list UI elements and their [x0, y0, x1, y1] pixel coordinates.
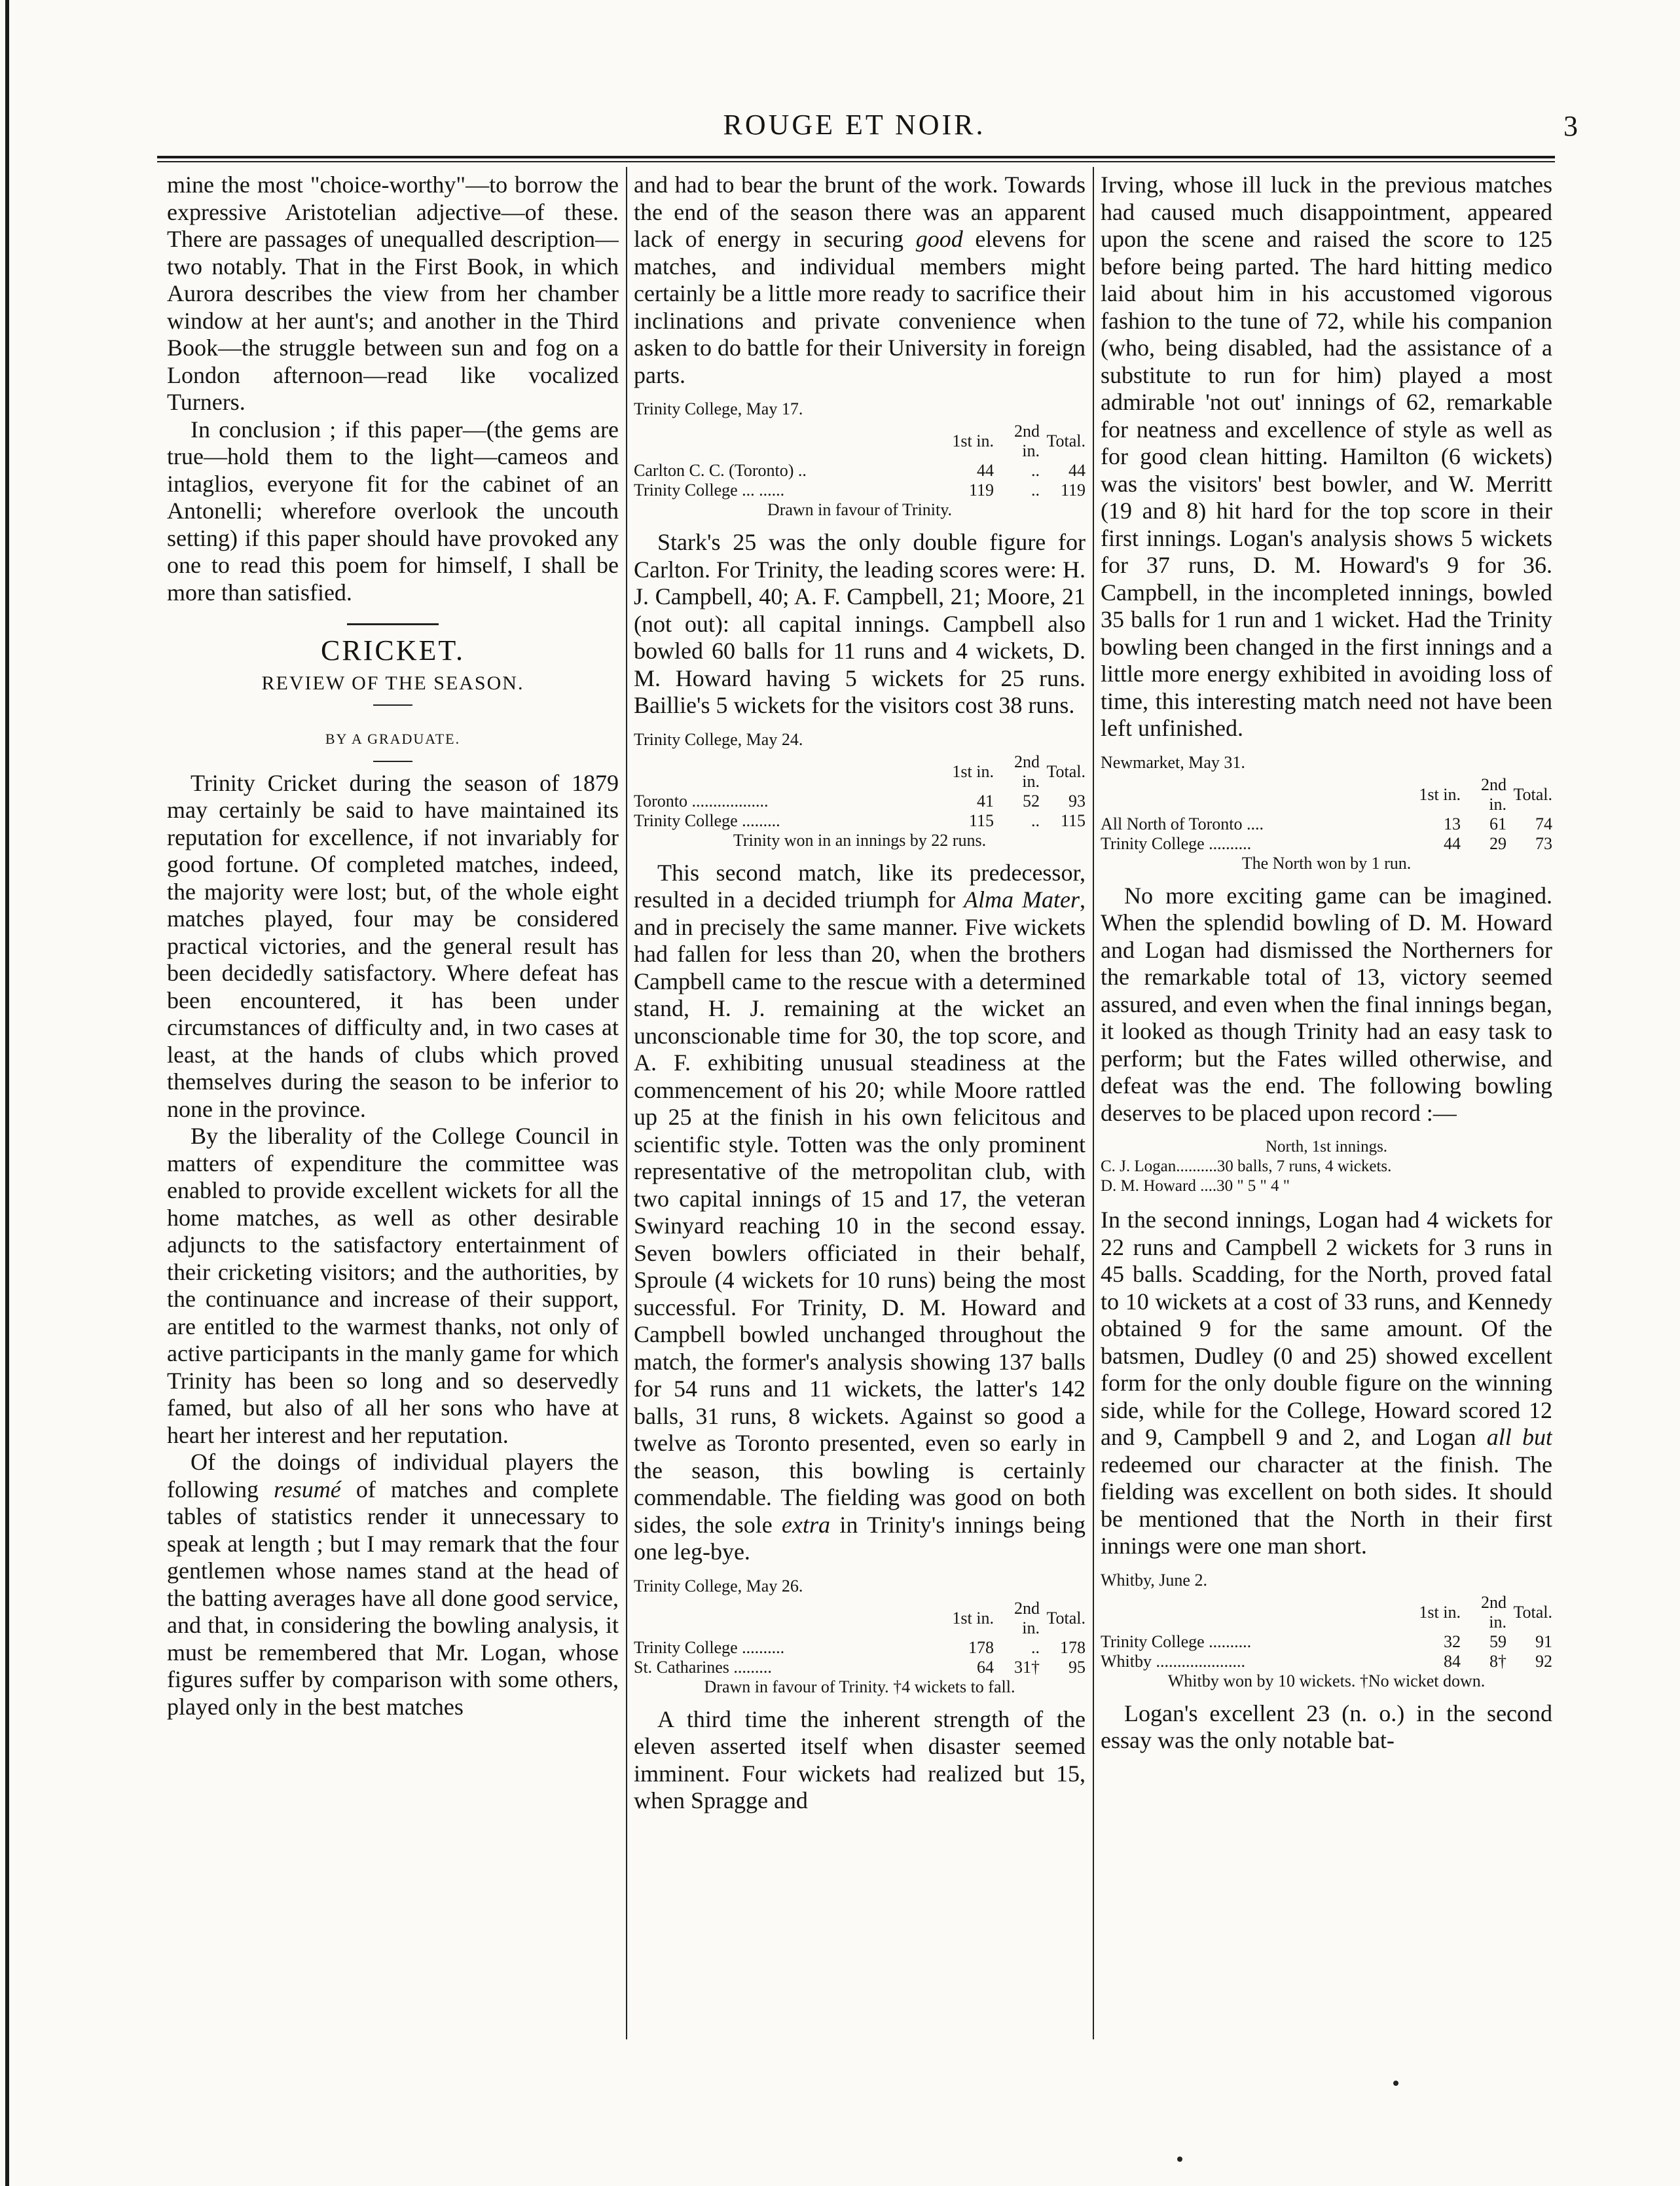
team-name: Trinity College ......... [634, 811, 780, 830]
scorecard [1101, 753, 1552, 873]
table-row [634, 1638, 1086, 1658]
score-cell: 91 [1535, 1631, 1552, 1651]
section-subheading: REVIEW OF THE SEASON. [261, 672, 524, 694]
column-header: 1st in. [1419, 1602, 1461, 1622]
score-cell: 115 [1060, 811, 1086, 830]
scorecard-venue: Newmarket, May 31. [1101, 752, 1245, 772]
score-cell: 44 [1444, 833, 1461, 853]
scorecard-table [1101, 1593, 1552, 1671]
column-right [1101, 172, 1552, 2031]
score-cell: 178 [968, 1637, 994, 1657]
team-name: Whitby ..................... [1101, 1651, 1245, 1671]
text-run: in Trinity's innings being one leg-bye. [634, 1511, 1086, 1565]
paragraph [634, 172, 1086, 389]
header-double-rule [157, 156, 1555, 162]
table-row [1101, 1652, 1552, 1671]
score-cell: .. [1031, 461, 1040, 480]
column-header: Total. [1046, 1608, 1086, 1628]
paragraph: In conclusion ; if this paper—(the gems are true—hold them to the light—cameos and intaglios, everyone fit for the cabinet of an Antonelli; wherefore overlook the uncouth setting) if this paper should have provoked any one to read this poem for himself, I shall be more than satisfied. [167, 416, 619, 606]
scorecard [1101, 1571, 1552, 1691]
table-header-row [1101, 775, 1552, 814]
column-header: Total. [1046, 431, 1086, 450]
scorecard [634, 1576, 1086, 1697]
column-middle [634, 172, 1086, 2031]
bowling-row: C. J. Logan..........30 balls, 7 runs, 4 wickets. [1101, 1157, 1392, 1175]
score-cell: 41 [977, 791, 994, 811]
paragraph: Irving, whose ill luck in the previous matches had caused much disappointment, appeared upon the scene and raised the score to 125 before being parted. The hard hitting medico laid about him in his accustomed vigorous fashion to the tune of 72, while his companion (who, being disabled, had the assistance of a substitute to run for him) played a most admirable 'not out' innings of 62, remarkable for neatness and excellence of style as well as for good clean hitting. Hamilton (6 wickets) was the visitors' best bowler, and W. Merritt (19 and 8) hit hard for the top score in their first innings. Logan's analysis shows 5 wickets for 37 runs, D. M. Howard's 9 for 36. Campbell, in the incompleted innings, bowled 35 balls for 1 run and 1 wicket. Had the Trinity bowling been changed in the first innings and a little more energy exhibited in avoiding loss of time, this interesting match need not have been left unfinished. [1101, 172, 1552, 741]
paragraph: No more exciting game can be imagined. When the splendid bowling of D. M. Howard and Logan had dismissed the Northerners for the remarkable total of 13, victory seemed assured, and even when the final innings began, it looked as though Trinity had an easy task to perform; but the Fates willed otherwise, and defeat was the end. The following bowling deserves to be placed upon record :— [1101, 882, 1552, 1126]
paragraph [1101, 1207, 1552, 1560]
paragraph: Trinity Cricket during the season of 1879 may certainly be said to have maintained its reputation for excellence, if not invariably for good fortune. Of completed matches, indeed, the majority were lost; but, of the whole eight matches played, four may be considered practical victories, and the general result has been decidedly satisfactory. Where defeat has been encountered, it has been under circumstances of difficulty and, in two cases at least, at the hands of clubs which proved themselves during the season to be inferior to none in the province. [167, 769, 619, 1122]
team-name: Trinity College .......... [1101, 1631, 1252, 1651]
score-cell: 115 [968, 811, 994, 830]
scorecard-table [634, 422, 1086, 500]
italic-text: resumé [274, 1476, 341, 1503]
score-cell: .. [1031, 1637, 1040, 1657]
table-header-row [1101, 1593, 1552, 1632]
score-cell: 59 [1489, 1631, 1507, 1651]
paragraph: Stark's 25 was the only double figure for Carlton. For Trinity, the leading scores were: H. J. Campbell, 40; A. F. Campbell, 21; Moore, 21 (not out): all capital innings. Campbell also bowled 60 balls for 11 runs and 4 wickets, D. M. Howard having 5 wickets for 25 runs. Baillie's 5 wickets for the visitors cost 38 runs. [634, 529, 1086, 718]
team-name: Trinity College .......... [634, 1637, 785, 1657]
column-header: Total. [1513, 784, 1552, 804]
team-name: All North of Toronto .... [1101, 814, 1264, 833]
table-row [634, 811, 1086, 831]
text-run: and had to bear the brunt of the work. Towards the end of the season there was an apparent lack of energy in securing [634, 172, 1086, 252]
score-cell: .. [1031, 481, 1040, 500]
score-cell: 119 [968, 481, 994, 500]
table-row [634, 792, 1086, 811]
text-run: Of the doings of individual players the following [167, 1449, 619, 1503]
paragraph: A third time the inherent strength of the eleven asserted itself when disaster seemed imminent. Four wickets had realized but 15, when Spragge and [634, 1705, 1086, 1813]
scorecard-venue: Trinity College, May 17. [634, 399, 803, 418]
column-header: 2nd in. [1014, 422, 1040, 460]
short-rule [373, 761, 412, 762]
score-cell: 93 [1068, 791, 1086, 811]
table-row [1101, 814, 1552, 834]
table-row [634, 481, 1086, 500]
match-result: The North won by 1 run. [1241, 853, 1412, 873]
column-header: 2nd in. [1481, 774, 1507, 814]
scan-margin-rule [5, 0, 9, 2186]
scorecard-venue: Trinity College, May 26. [634, 1576, 803, 1595]
bowling-record [1101, 1137, 1552, 1196]
team-name: Carlton C. C. (Toronto) .. [634, 461, 807, 480]
team-name: Trinity College .......... [1101, 833, 1252, 853]
score-cell: 178 [1060, 1637, 1086, 1657]
team-name: Toronto .................. [634, 791, 769, 811]
page-header [157, 108, 1578, 154]
byline: BY A GRADUATE. [325, 731, 461, 747]
score-cell: 73 [1535, 833, 1552, 853]
table-row [634, 461, 1086, 481]
score-cell: 95 [1068, 1657, 1086, 1677]
text-run: In the second innings, Logan had 4 wickets for 22 runs and Campbell 2 wickets for 3 runs in 45 balls. Scadding, for the North, proved fatal to 10 wickets at a cost of 33 runs, and Kennedy obtained 9 for the same amount. Of the batsmen, Dudley (0 and 25) showed excellent form for the only double figure on the winning side, while for the College, Howard scored 12 and 9, Campbell 9 and 2, and Logan [1101, 1207, 1552, 1450]
running-title: ROUGE ET NOIR. [723, 109, 986, 141]
score-cell: 52 [1023, 791, 1040, 811]
match-result: Drawn in favour of Trinity. [767, 500, 953, 519]
table-row [1101, 834, 1552, 854]
column-header: 1st in. [952, 1608, 994, 1628]
scorecard-venue: Trinity College, May 24. [634, 729, 803, 749]
italic-text: all but [1486, 1424, 1552, 1450]
score-cell: 64 [977, 1657, 994, 1677]
page-number: 3 [1563, 110, 1578, 142]
score-cell: 119 [1060, 481, 1086, 500]
bowling-record-title: North, 1st innings. [1265, 1138, 1388, 1156]
italic-text: Alma Mater [964, 886, 1080, 913]
score-cell: 32 [1444, 1631, 1461, 1651]
column-header: 2nd in. [1014, 1598, 1040, 1637]
column-header: 1st in. [1419, 784, 1461, 804]
paragraph: Logan's excellent 23 (n. o.) in the second essay was the only notable bat- [1101, 1700, 1552, 1753]
paragraph [167, 1449, 619, 1721]
scorecard [634, 730, 1086, 850]
score-cell: 74 [1535, 814, 1552, 833]
table-row [1101, 1632, 1552, 1652]
column-header: 2nd in. [1014, 752, 1040, 791]
column-header: 2nd in. [1481, 1592, 1507, 1631]
ink-speck [1177, 2157, 1182, 2162]
team-name: Trinity College ... ...... [634, 481, 785, 500]
section-ornament-rule [347, 623, 439, 625]
score-cell: .. [1031, 811, 1040, 830]
paragraph: mine the most "choice-worthy"—to borrow the expressive Aristotelian adjective—of these. There are passages of unequalled description—two notably. That in the First Book, in which Aurora describes the view from her chamber window at her aunt's; and another in the Third Book—the struggle between sun and fog on a London afternoon—read like vocalized Turners. [167, 172, 619, 415]
column-rule-1 [626, 167, 627, 2039]
column-left [167, 172, 619, 2031]
scorecard-table [1101, 775, 1552, 854]
italic-text: good [915, 226, 963, 252]
score-cell: 13 [1444, 814, 1461, 833]
match-result: Drawn in favour of Trinity. †4 wickets to fall. [704, 1677, 1015, 1696]
table-header-row [634, 422, 1086, 461]
match-result: Trinity won in an innings by 22 runs. [733, 830, 987, 850]
column-header: Total. [1513, 1602, 1552, 1622]
section-heading: CRICKET. [321, 634, 465, 666]
scorecard-table [634, 752, 1086, 831]
text-run: This second match, like its predecessor, resulted in a decided triumph for [634, 859, 1086, 913]
match-result: Whitby won by 10 wickets. †No wicket down. [1167, 1671, 1486, 1690]
table-header-row [634, 752, 1086, 792]
column-rule-2 [1093, 167, 1094, 2039]
text-run: , and in precisely the same manner. Five wickets had fallen for less than 20, when the brothers Campbell came to the rescue with a determined stand, H. J. remaining at the wicket an unconscionable time for 30, the top score, and A. F. exhibiting unusual steadiness at the commencement of his 20; while Moore rattled up 25 at the finish in his own felicitous and scientific style. Totten was the only prominent representative of the metropolitan club, with two capital innings of 15 and 17, the veteran Swinyard reaching 10 in the second essay. Seven bowlers officiated in their behalf, Sproule (4 wickets for 10 runs) being the most successful. For Trinity, D. M. Howard and Campbell bowled unchanged throughout the match, the former's analysis showing 137 balls for 54 runs and 11 wickets, the latter's 142 balls, 31 runs, 8 wickets. Against so good a twelve as Toronto presented, even so early in the season, this bowling is certainly commendable. The fielding was good on both sides, the sole [634, 886, 1086, 1538]
text-run: of matches and complete tables of statistics render it unnecessary to speak at length ; but I may remark that the four gentlemen whose names stand at the head of the batting averages have all done good service, and that, in considering the bowling analysis, it must be remembered that Mr. Logan, whose figures suffer by comparison with some others, played only in the best matches [167, 1476, 619, 1720]
scorecard-venue: Whitby, June 2. [1101, 1570, 1207, 1590]
short-rule [373, 704, 412, 706]
score-cell: 8† [1489, 1651, 1507, 1671]
score-cell: 61 [1489, 814, 1507, 833]
column-header: 1st in. [952, 761, 994, 781]
score-cell: 44 [1068, 461, 1086, 480]
score-cell: 44 [977, 461, 994, 480]
scorecard-table [634, 1599, 1086, 1677]
score-cell: 31† [1014, 1657, 1040, 1677]
team-name: St. Catharines ......... [634, 1657, 772, 1677]
bowling-row: D. M. Howard ....30 " 5 " 4 " [1101, 1177, 1290, 1195]
score-cell: 84 [1444, 1651, 1461, 1671]
table-header-row [634, 1599, 1086, 1638]
table-row [634, 1658, 1086, 1677]
score-cell: 29 [1489, 833, 1507, 853]
paragraph: By the liberality of the College Council in matters of expenditure the committee was enabled to provide excellent wickets for all the home matches, as well as other desirable adjuncts to the satisfactory entertainment of their cricketing visitors; and the authorities, by the continuance and increase of their support, are entitled to the warmest thanks, not only of active participants in the manly game for which Trinity has been so long and so deservedly famed, but also of all her sons who have at heart her interest and her reputation. [167, 1123, 619, 1448]
scorecard [634, 399, 1086, 520]
column-header: 1st in. [952, 431, 994, 450]
column-header: Total. [1046, 761, 1086, 781]
text-run: redeemed our character at the finish. The fielding was excellent on both sides. It should be mentioned that the North in their first innings were one man short. [1101, 1451, 1552, 1559]
text-run: elevens for matches, and individual members might certainly be a little more ready to sacrifice their inclinations and private convenience when asken to do battle for their University in foreign parts. [634, 226, 1086, 388]
ink-speck [1393, 2081, 1398, 2086]
paragraph [634, 860, 1086, 1566]
italic-text: extra [782, 1511, 831, 1538]
score-cell: 92 [1535, 1651, 1552, 1671]
